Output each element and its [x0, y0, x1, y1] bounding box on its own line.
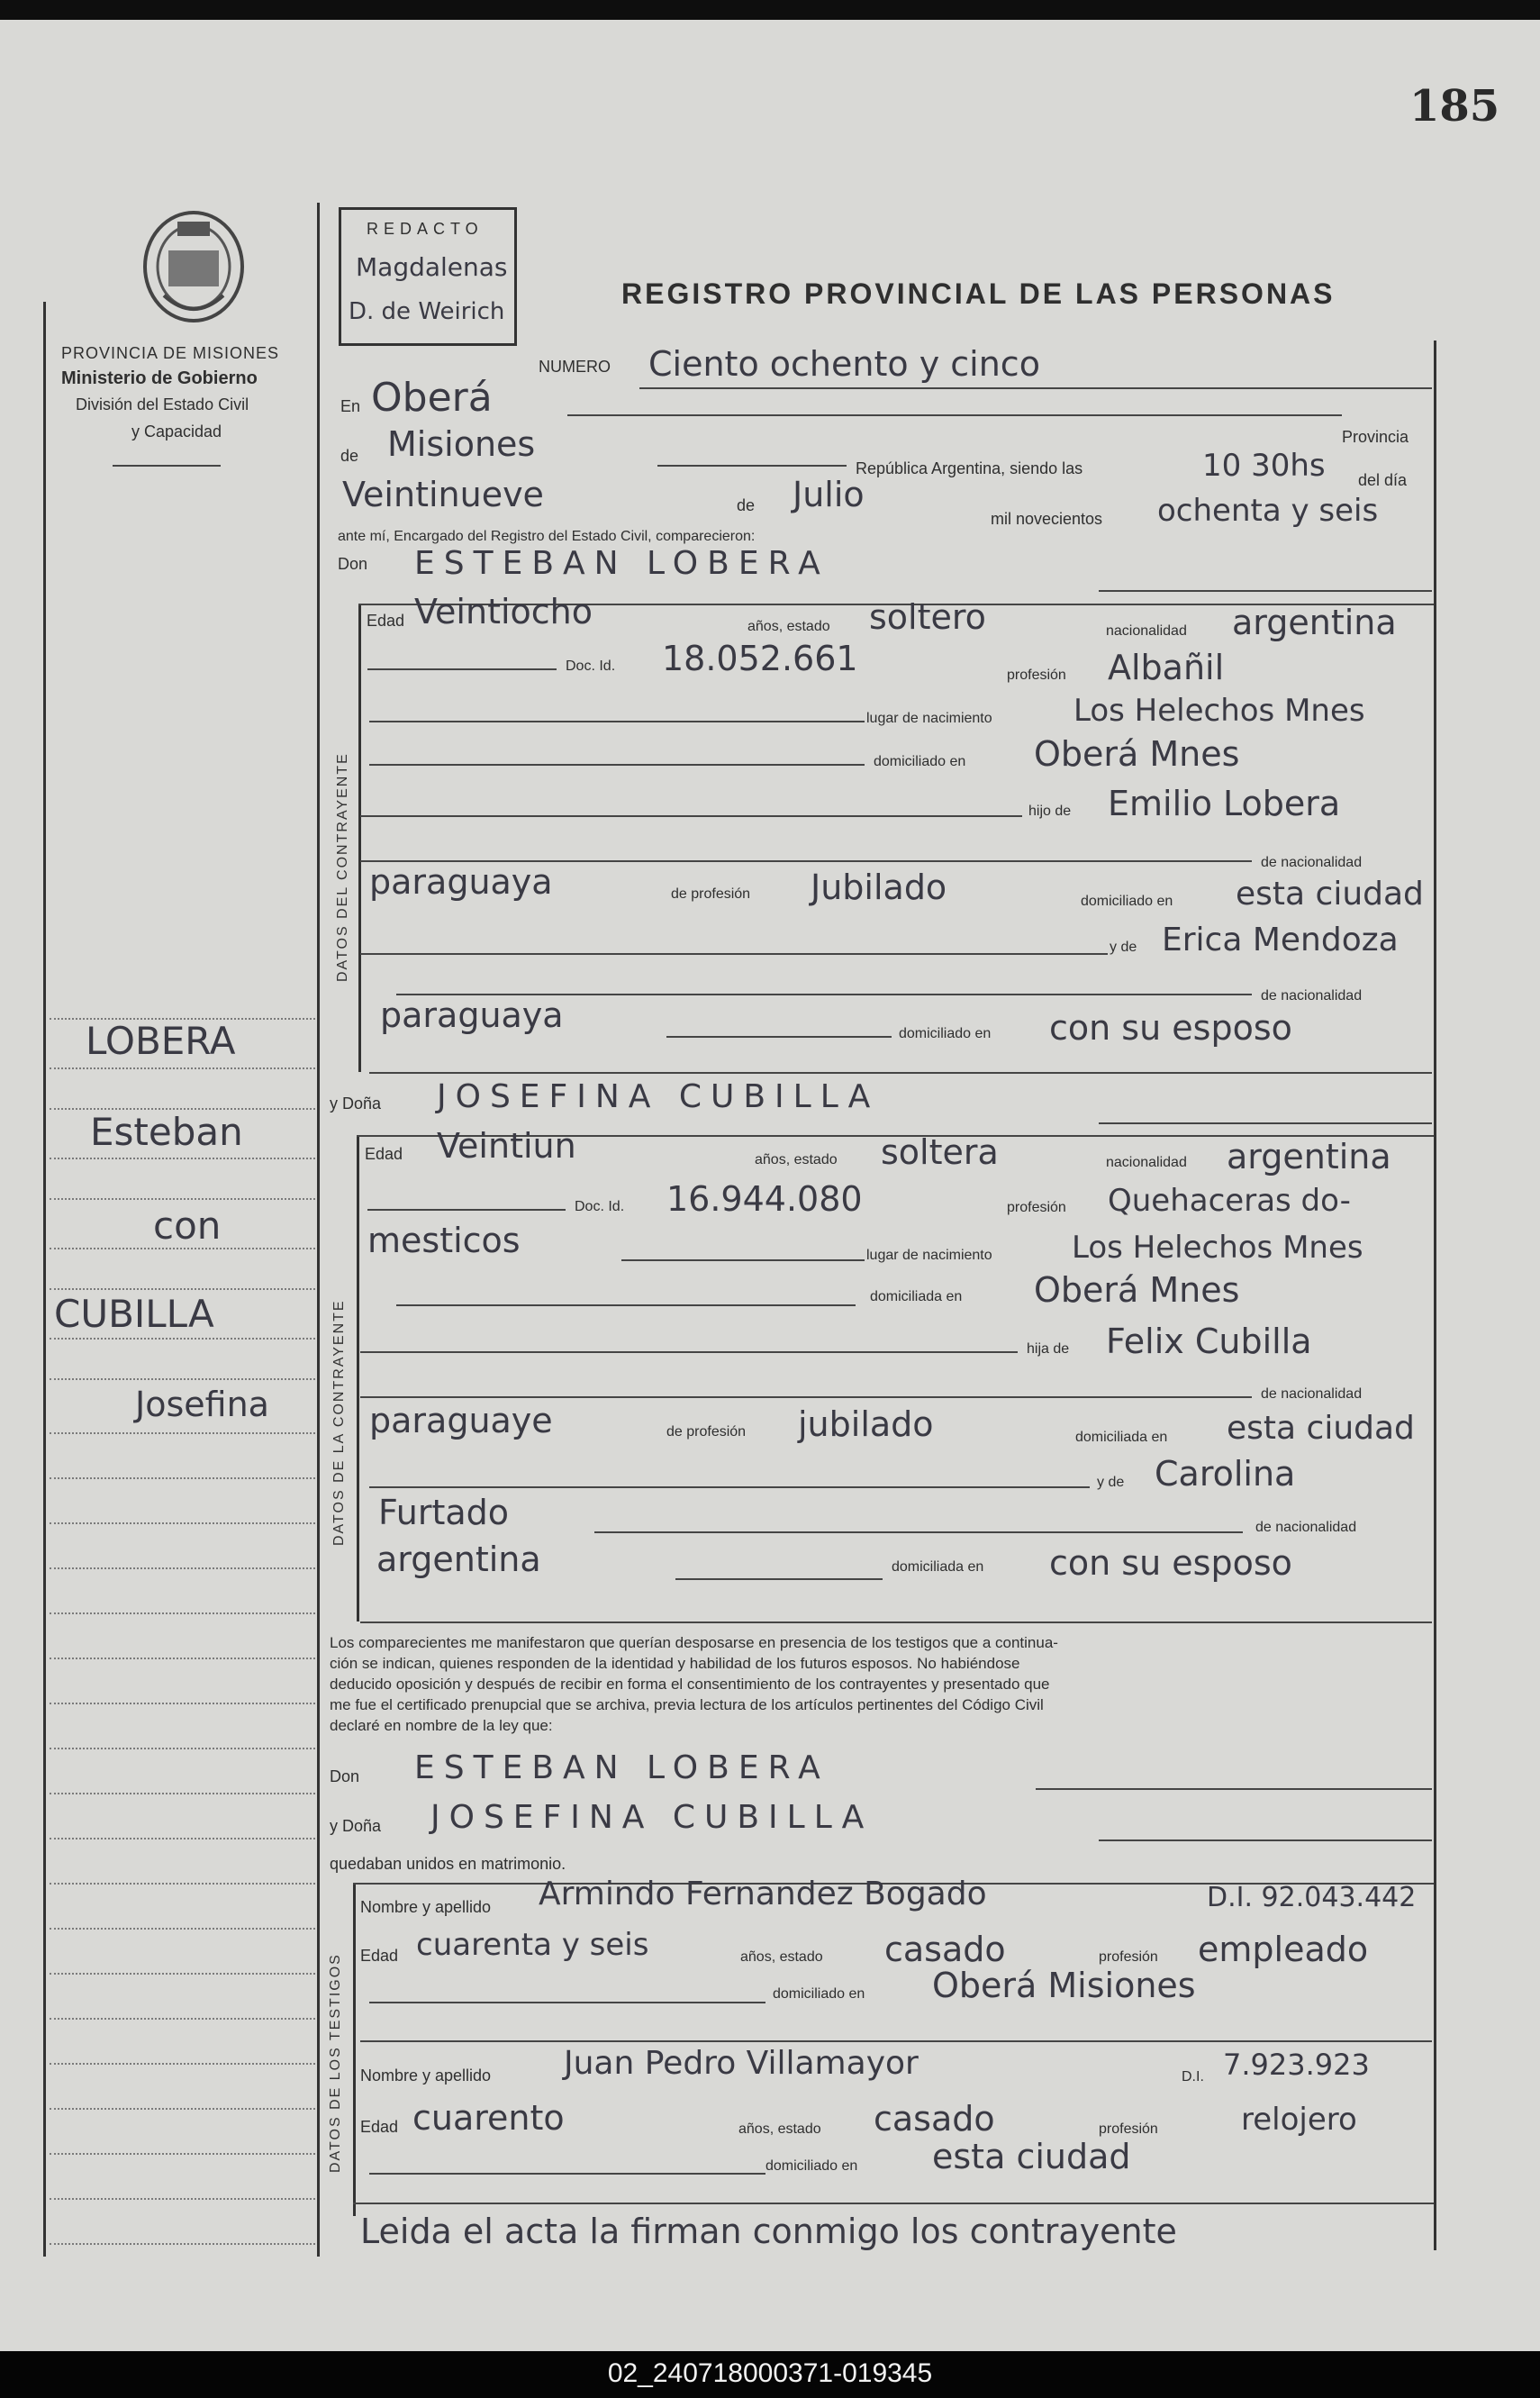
groom-address: Oberá Mnes — [1034, 734, 1240, 774]
domiciliada-label: domiciliada en — [870, 1289, 963, 1304]
edad-label-3: Edad — [360, 1947, 399, 1965]
witness-2-id: 7.923.923 — [1223, 2048, 1370, 2082]
ante-mi-text: ante mí, Encargado del Registro del Estado Civil, comparecieron: — [338, 529, 756, 544]
domiciliado-label-3: domiciliado en — [899, 1026, 992, 1041]
groom-mother-nationality: paraguaya — [380, 995, 564, 1035]
en-label: En — [340, 397, 361, 415]
edad-label: Edad — [367, 612, 405, 630]
y-de-label: y de — [1110, 940, 1137, 955]
groom-mother-address: con su esposo — [1049, 1008, 1292, 1048]
bride-father: Felix Cubilla — [1106, 1322, 1312, 1361]
de-nacionalidad-label: de nacionalidad — [1261, 855, 1363, 870]
margin-note-firstname: Esteban — [90, 1110, 243, 1154]
margin-note-surname: LOBERA — [86, 1019, 236, 1063]
anos-estado-label-3: años, estado — [740, 1949, 823, 1965]
witness-1-id: D.I. 92.043.442 — [1207, 1882, 1417, 1913]
di-label: D.I. — [1182, 2069, 1204, 2085]
mil-novecientos-label: mil novecientos — [991, 510, 1103, 528]
profesion-label: profesión — [1007, 668, 1066, 683]
coat-of-arms-icon — [137, 205, 250, 332]
numero-label: NUMERO — [539, 358, 611, 376]
day-value: Veintinueve — [342, 475, 544, 514]
witness-1-address: Oberá Misiones — [932, 1966, 1196, 2005]
bride-doc: 16.944.080 — [666, 1179, 863, 1219]
nombre-apellido-label-2: Nombre y apellido — [360, 2066, 492, 2085]
division-label: División del Estado Civil — [76, 395, 249, 413]
declared-groom: ESTEBAN LOBERA — [414, 1749, 829, 1786]
de-nacionalidad-label-3: de nacionalidad — [1261, 1386, 1363, 1402]
act-number: Ciento ochento y cinco — [648, 344, 1040, 384]
groom-profession: Albañil — [1108, 648, 1225, 687]
stamp-signature-1: Magdalenas — [356, 252, 508, 282]
month-value: Julio — [793, 475, 865, 514]
groom-mother: Erica Mendoza — [1162, 922, 1399, 958]
groom-doc: 18.052.661 — [662, 639, 858, 678]
province-value: Misiones — [387, 424, 536, 464]
witness-2-age: cuarento — [412, 2098, 565, 2138]
witness-2-name: Juan Pedro Villamayor — [564, 2045, 919, 2082]
witness-2-address: esta ciudad — [932, 2137, 1131, 2176]
domiciliada-label-2: domiciliada en — [1075, 1430, 1168, 1445]
hija-de-label: hija de — [1027, 1341, 1070, 1357]
declaration-line-1: Los comparecientes me manifestaron que querían desposarse en presencia de los testigos que a continua- — [330, 1634, 1058, 1651]
declaration-line-2: ción se indican, quienes responden de la identidad y habilidad de los futuros esposos. No habiéndose — [330, 1655, 1020, 1672]
margin-note-con: con — [153, 1204, 222, 1248]
groom-nationality: argentina — [1232, 603, 1397, 642]
bride-father-profession: jubilado — [798, 1404, 934, 1444]
form-left-border — [317, 203, 320, 2257]
profesion-label-2: profesión — [1007, 1200, 1066, 1215]
dona-label-2: y Doña — [330, 1817, 382, 1835]
declaration-line-5: declaré en nombre de la ley que: — [330, 1717, 553, 1734]
profesion-label-4: profesión — [1099, 2121, 1158, 2137]
redacto-stamp — [339, 207, 517, 346]
anos-estado-label: años, estado — [747, 619, 830, 634]
bride-father-nationality: paraguaye — [369, 1401, 553, 1440]
edad-label-2: Edad — [365, 1145, 403, 1163]
witness-1-profession: empleado — [1198, 1930, 1369, 1969]
del-dia-label: del día — [1358, 471, 1408, 489]
groom-age: Veintiocho — [414, 592, 593, 631]
doc-label: Doc. Id. — [566, 659, 616, 674]
witness-1-name: Armindo Fernandez Bogado — [539, 1876, 987, 1912]
stamp-signature-2: D. de Weirich — [349, 298, 505, 325]
witness-2-profession: relojero — [1241, 2102, 1357, 2138]
bride-profession-cont: mesticos — [367, 1221, 521, 1260]
bride-mother-nationality: argentina — [376, 1540, 541, 1579]
declared-bride: JOSEFINA CUBILLA — [430, 1799, 874, 1836]
stamp-title: REDACTO — [367, 220, 484, 238]
y-de-label-2: y de — [1097, 1475, 1125, 1490]
bride-section-border — [357, 1135, 359, 1621]
de-profesion-label-2: de profesión — [666, 1424, 747, 1440]
page-number: 185 — [1409, 81, 1500, 132]
de-label-2: de — [737, 496, 756, 514]
bride-profession: Quehaceras do- — [1108, 1183, 1351, 1219]
de-profesion-label: de profesión — [671, 886, 751, 902]
margin-note-surname-2: CUBILLA — [54, 1292, 214, 1336]
lugar-nac-label: lugar de nacimiento — [866, 711, 992, 726]
groom-birthplace: Los Helechos Mnes — [1073, 693, 1365, 729]
edad-label-4: Edad — [360, 2118, 399, 2136]
closing-text: Leida el acta la firman conmigo los contrayente — [360, 2212, 1177, 2251]
groom-father-nationality: paraguaya — [369, 862, 553, 902]
doc-label-2: Doc. Id. — [575, 1199, 625, 1214]
nacionalidad-label-2: nacionalidad — [1106, 1155, 1187, 1170]
bride-mother-surname: Furtado — [378, 1493, 510, 1532]
anos-estado-label-4: años, estado — [738, 2121, 821, 2137]
declaration-line-4: me fue el certificado prenupcial que se archiva, previa lectura de los artículos pertinentes del Código Civil — [330, 1696, 1044, 1713]
bride-mother: Carolina — [1155, 1454, 1296, 1494]
witness-1-status: casado — [884, 1930, 1006, 1969]
provincia-label: Provincia — [1342, 428, 1409, 446]
nombre-apellido-label: Nombre y apellido — [360, 1898, 492, 1916]
lugar-nac-label-2: lugar de nacimiento — [866, 1248, 992, 1263]
groom-father: Emilio Lobera — [1108, 784, 1341, 823]
domiciliado-label-2: domiciliado en — [1081, 894, 1173, 909]
don-label: Don — [338, 555, 368, 573]
ministry-label: Ministerio de Gobierno — [61, 368, 258, 388]
nacionalidad-label: nacionalidad — [1106, 623, 1187, 639]
domiciliada-label-3: domiciliada en — [892, 1559, 984, 1575]
groom-father-profession: Jubilado — [811, 867, 947, 907]
witness-2-status: casado — [874, 2099, 995, 2139]
groom-father-address: esta ciudad — [1236, 876, 1424, 913]
side-label-testigos: DATOS DE LOS TESTIGOS — [328, 1953, 343, 2173]
anos-estado-label-2: años, estado — [755, 1152, 838, 1167]
domiciliado-label: domiciliado en — [874, 754, 966, 769]
bride-status: soltera — [881, 1132, 999, 1172]
bride-age: Veintiun — [437, 1126, 576, 1166]
don-label-2: Don — [330, 1767, 360, 1785]
side-label-contrayente-f: DATOS DE LA CONTRAYENTE — [331, 1299, 347, 1546]
de-nacionalidad-label-2: de nacionalidad — [1261, 988, 1363, 1004]
domiciliado-label-5: domiciliado en — [765, 2158, 858, 2174]
witness-1-age: cuarenta y seis — [416, 1927, 649, 1963]
side-label-contrayente: DATOS DEL CONTRAYENTE — [335, 752, 350, 982]
groom-name: ESTEBAN LOBERA — [414, 545, 829, 582]
de-label: de — [340, 447, 359, 465]
bride-birthplace: Los Helechos Mnes — [1072, 1230, 1363, 1266]
declaration-line-3: deducido oposición y después de recibir en forma el consentimiento de los contrayentes y presentado que — [330, 1676, 1050, 1693]
hijo-de-label: hijo de — [1028, 804, 1072, 819]
bride-father-address: esta ciudad — [1227, 1410, 1415, 1447]
time-value: 10 30hs — [1202, 448, 1326, 484]
profesion-label-3: profesión — [1099, 1949, 1158, 1965]
republica-label: República Argentina, siendo las — [856, 459, 1083, 477]
scan-top-band — [0, 0, 1540, 20]
de-nacionalidad-label-4: de nacionalidad — [1255, 1520, 1357, 1535]
document-title: REGISTRO PROVINCIAL DE LAS PERSONAS — [621, 277, 1336, 310]
margin-note-firstname-2: Josefina — [135, 1385, 269, 1424]
bride-nationality: argentina — [1227, 1137, 1391, 1176]
year-value: ochenta y seis — [1157, 493, 1379, 529]
witness-section-border — [353, 1883, 356, 2216]
dona-label: y Doña — [330, 1095, 382, 1113]
city-value: Oberá — [371, 375, 493, 421]
bride-name: JOSEFINA CUBILLA — [437, 1078, 880, 1115]
groom-status: soltero — [869, 597, 986, 637]
image-id-caption: 02_240718000371-019345 — [607, 2358, 933, 2388]
bride-mother-address: con su esposo — [1049, 1543, 1292, 1583]
groom-section-border — [358, 604, 361, 1072]
form-right-border — [1434, 341, 1436, 2250]
division-label-2: y Capacidad — [131, 422, 222, 441]
province-label: PROVINCIA DE MISIONES — [61, 344, 280, 362]
quedaban-text: quedaban unidos en matrimonio. — [330, 1855, 566, 1873]
domiciliado-label-4: domiciliado en — [773, 1986, 865, 2002]
bride-address: Oberá Mnes — [1034, 1270, 1240, 1310]
left-margin-border — [43, 302, 46, 2257]
